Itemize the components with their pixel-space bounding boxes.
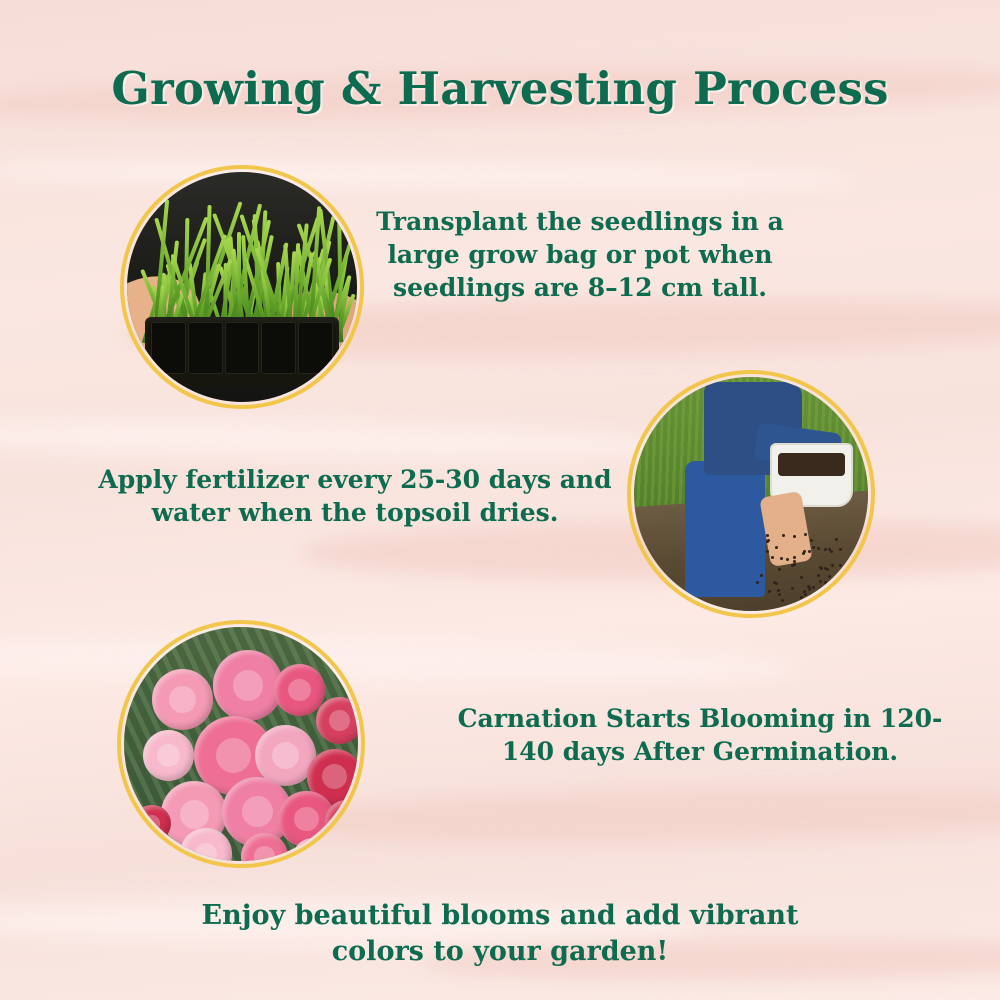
granule bbox=[786, 558, 789, 561]
fertilizer-granules bbox=[756, 531, 840, 601]
granule bbox=[782, 534, 785, 537]
tray-cell bbox=[225, 322, 260, 374]
granule bbox=[812, 546, 815, 549]
granule bbox=[775, 546, 778, 549]
seedlings-in-tray-photo bbox=[120, 165, 364, 409]
granule bbox=[803, 590, 806, 593]
carnation-bloom bbox=[213, 650, 283, 720]
carnation-bloom bbox=[316, 697, 358, 744]
granule bbox=[777, 589, 780, 592]
granule bbox=[766, 534, 769, 537]
carnation-bloom bbox=[274, 664, 325, 715]
granule bbox=[839, 564, 842, 567]
granule bbox=[826, 568, 829, 571]
granule bbox=[819, 580, 822, 583]
granule bbox=[824, 567, 827, 570]
step-text-transplant: Transplant the seedlings in a large grow bag or pot when seedlings are 8–12 cm tall. bbox=[376, 207, 784, 302]
seedling-tray bbox=[145, 317, 338, 386]
granule bbox=[793, 556, 796, 559]
page-title: Growing & Harvesting Process bbox=[111, 62, 889, 115]
granule bbox=[760, 574, 763, 577]
granule bbox=[800, 596, 803, 599]
child-spreading-fertilizer-photo bbox=[627, 370, 875, 618]
photo-inner bbox=[634, 377, 868, 611]
step-text-fertilize: Apply fertilizer every 25-30 days and water when the topsoil dries. bbox=[98, 465, 612, 527]
carnation-bloom bbox=[133, 805, 170, 842]
granule bbox=[802, 552, 805, 555]
granule bbox=[808, 588, 811, 591]
granule bbox=[820, 567, 823, 570]
child-trousers bbox=[685, 461, 765, 597]
tray-cell bbox=[188, 322, 223, 374]
granule bbox=[830, 550, 833, 553]
granule bbox=[808, 550, 811, 553]
granule bbox=[781, 599, 784, 602]
photo-inner bbox=[127, 172, 357, 402]
granule bbox=[756, 581, 759, 584]
granule bbox=[816, 596, 819, 599]
granule bbox=[791, 587, 794, 590]
granule bbox=[835, 538, 838, 541]
footer-text: Enjoy beautiful blooms and add vibrant colors to your garden! bbox=[201, 900, 799, 967]
granule bbox=[804, 533, 807, 536]
photo-inner bbox=[124, 627, 358, 861]
granule bbox=[800, 576, 803, 579]
granule bbox=[775, 582, 778, 585]
granule bbox=[828, 575, 831, 578]
granule bbox=[812, 586, 815, 589]
granule bbox=[817, 574, 820, 577]
granule bbox=[804, 593, 807, 596]
granule bbox=[768, 590, 771, 593]
granule bbox=[778, 568, 781, 571]
granule bbox=[793, 563, 796, 566]
granule bbox=[835, 576, 838, 579]
granule bbox=[821, 587, 824, 590]
granule bbox=[766, 540, 769, 543]
granule bbox=[831, 564, 834, 567]
step-text-bloom: Carnation Starts Blooming in 120-140 days After Germination. bbox=[457, 704, 943, 766]
granule bbox=[778, 593, 781, 596]
granule bbox=[793, 535, 796, 538]
tray-cell bbox=[261, 322, 296, 374]
carnation-bloom bbox=[152, 669, 213, 730]
granule bbox=[773, 581, 776, 584]
granule bbox=[780, 557, 783, 560]
tray-cell bbox=[298, 322, 333, 374]
granule bbox=[771, 556, 774, 559]
granule bbox=[766, 550, 769, 553]
granule bbox=[824, 548, 827, 551]
granule bbox=[824, 581, 827, 584]
tray-cell bbox=[151, 322, 186, 374]
granule bbox=[828, 548, 831, 551]
granule bbox=[810, 539, 813, 542]
pink-carnation-blooms-photo bbox=[117, 620, 365, 868]
granule bbox=[817, 547, 820, 550]
